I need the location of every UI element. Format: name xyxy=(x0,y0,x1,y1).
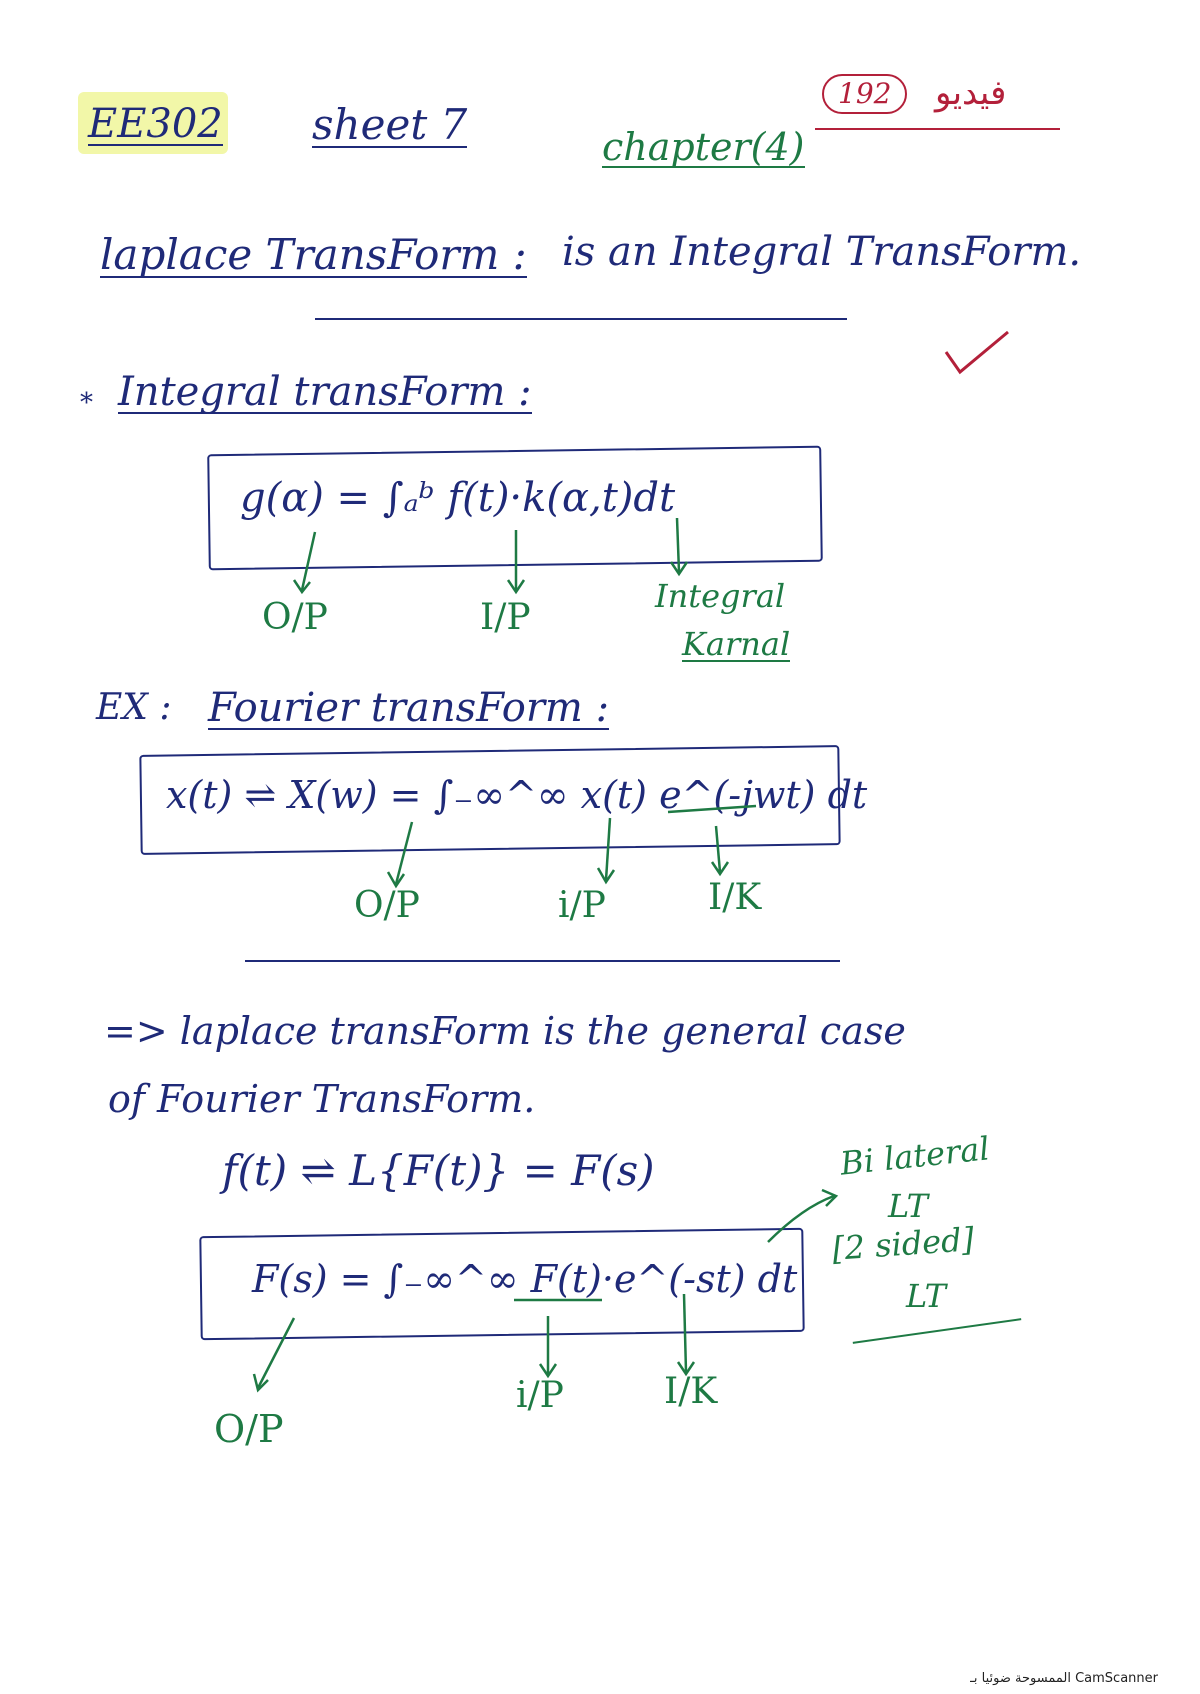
fourier-formula: x(t) ⇌ X(w) = ∫₋∞^∞ x(t) e^(-jwt) dt xyxy=(166,773,868,817)
sheet-number: sheet 7 xyxy=(312,100,468,149)
topic-definition: is an Integral TransForm. xyxy=(562,229,1082,275)
scanner-watermark: الممسوحة ضوئيا بـ CamScanner xyxy=(970,1671,1158,1686)
integral-formula: g(α) = ∫ₐᵇ f(t)·k(α,t)dt xyxy=(240,475,676,521)
example-prefix: EX : xyxy=(96,687,172,728)
statement-line-1: => laplace transForm is the general case xyxy=(104,1009,906,1053)
video-number: 192 xyxy=(822,74,907,114)
integral-kernel-label-line1: Integral xyxy=(655,577,786,615)
topic-title: laplace TransForm : xyxy=(100,230,527,279)
fourier-heading: Fourier transForm : xyxy=(208,685,610,731)
statement-line-2: of Fourier TransForm. xyxy=(108,1077,536,1121)
fourier-input-label: i/P xyxy=(558,885,606,926)
course-code: EE302 xyxy=(88,101,223,147)
bullet-icon: * xyxy=(80,388,93,418)
integral-transform-heading: Integral transForm : xyxy=(118,369,532,415)
fourier-output-label: O/P xyxy=(354,885,420,926)
laplace-output-label: O/P xyxy=(214,1407,284,1451)
bilateral-note-3: [2 sided] xyxy=(830,1220,976,1268)
chapter-label: chapter(4) xyxy=(602,125,805,169)
laplace-kernel-label: I/K xyxy=(664,1371,718,1412)
laplace-input-label: i/P xyxy=(516,1375,564,1416)
bilateral-note-2: LT xyxy=(888,1187,928,1225)
video-label: فيديو xyxy=(935,73,1007,113)
laplace-formula: F(s) = ∫₋∞^∞ F(t)·e^(-st) dt xyxy=(252,1257,798,1301)
laplace-pair: f(t) ⇌ L{F(t)} = F(s) xyxy=(222,1146,655,1195)
integral-input-label: I/P xyxy=(480,597,531,638)
fourier-kernel-label: I/K xyxy=(708,877,762,918)
integral-kernel-label-line2: Karnal xyxy=(682,625,791,663)
bilateral-note-4: LT xyxy=(906,1277,946,1315)
integral-output-label: O/P xyxy=(262,597,328,638)
bilateral-note-1: Bi lateral xyxy=(838,1129,992,1183)
